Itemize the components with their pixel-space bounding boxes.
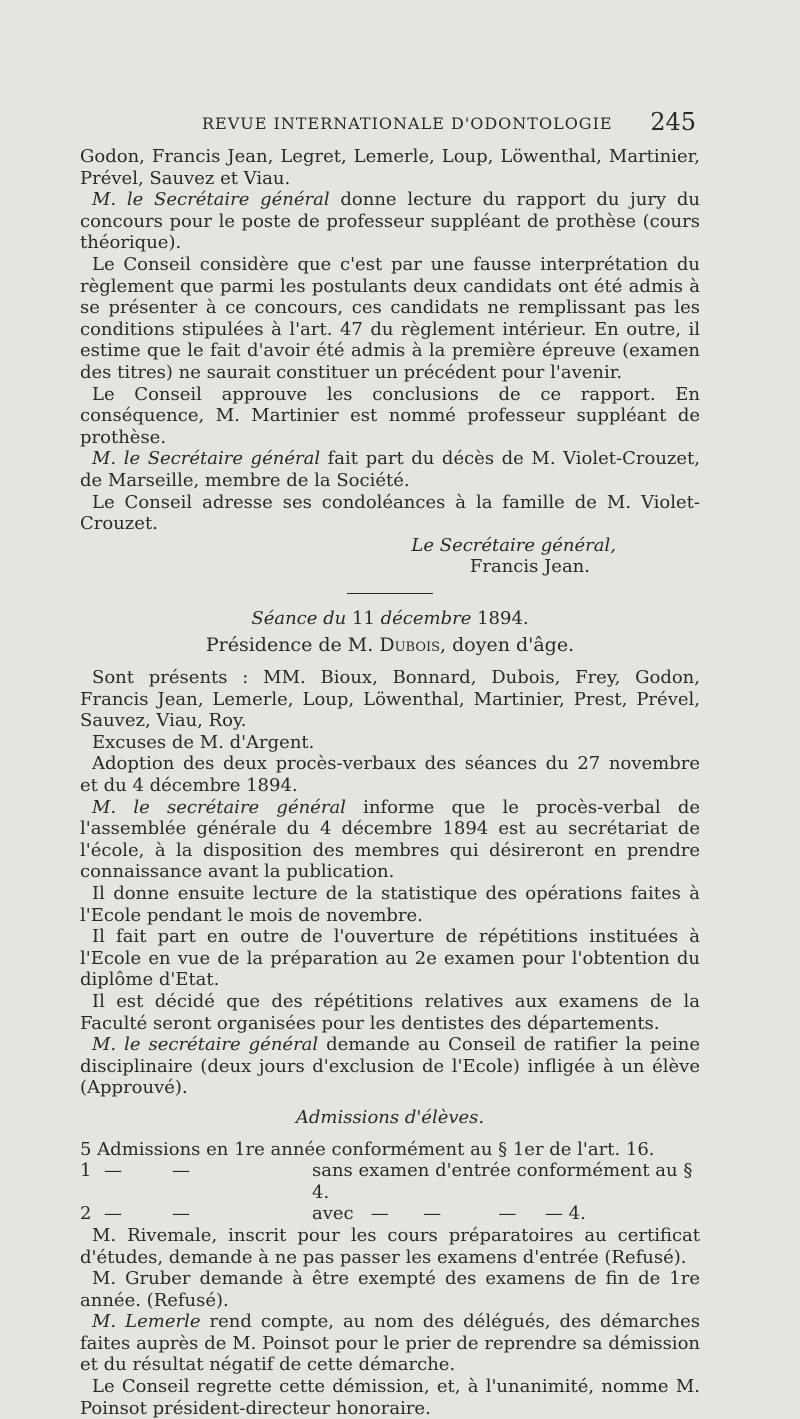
- paragraph: M. Rivemale, inscrit pour les cours préparatoires au certificat d'études, demande à ne pas passer les examens d'entrée (Refusé).: [80, 1224, 700, 1268]
- paragraph: [80, 1034, 700, 1099]
- paragraph-text: informe que le procès-verbal de l'assemblée générale du 4 décembre 1894 est au secrétariat de l'école, à la disposition des membres qui désireront en prendre connaissance avant la publication.: [80, 796, 700, 883]
- paragraph: Il est décidé que des répétitions relatives aux examens de la Faculté seront organisées pour les dentistes des départements.: [80, 990, 700, 1034]
- session-title: Séance du 11 décembre 1894.: [251, 607, 529, 629]
- speaker: M. le Secrétaire général: [92, 448, 321, 470]
- presidency-line: Présidence de M. Dubois, doyen d'âge.: [205, 634, 575, 657]
- admissions-line: 1 — — sans examen d'entrée conformément au § 4.: [80, 1160, 693, 1203]
- signature-title: Le Secrétaire général,: [411, 534, 616, 556]
- paragraph: Excuses de M. d'Argent.: [92, 731, 315, 753]
- paragraph: Godon, Francis Jean, Legret, Lemerle, Loup, Löwenthal, Martinier, Prével, Sauvez et Viau.: [80, 146, 700, 189]
- paragraph: [80, 797, 700, 883]
- admissions-line: 2 — — avec — — — — 4.: [80, 1203, 586, 1225]
- speaker: M. Lemerle: [92, 1311, 201, 1333]
- paragraph: M. Gruber demande à être exempté des examens de fin de 1re année. (Refusé).: [80, 1268, 700, 1311]
- paragraph: Il fait part en outre de l'ouverture de répétitions instituées à l'Ecole en vue de la préparation au 2e examen pour l'obtention du diplôme d'Etat.: [80, 926, 700, 991]
- page-body: [80, 146, 700, 1419]
- section-divider: [347, 593, 433, 594]
- paragraph-text: rend compte, au nom des délégués, des démarches faites auprès de M. Poinsot pour le prier de reprendre sa démission et du résultat négatif de cette démarche.: [80, 1311, 700, 1376]
- running-title: REVUE INTERNATIONALE D'ODONTOLOGIE: [202, 114, 613, 133]
- admissions-line: 5 Admissions en 1re année conformément au § 1er de l'art. 16.: [80, 1138, 655, 1160]
- paragraph: Sont présents : MM. Bioux, Bonnard, Dubois, Frey, Godon, Francis Jean, Lemerle, Loup, Löwenthal, Martinier, Prest, Prével, Sauvez, Viau, Roy.: [80, 667, 700, 732]
- paragraph: Adoption des deux procès-verbaux des séances du 27 novembre et du 4 décembre 1894.: [80, 753, 700, 797]
- page-header: [80, 108, 700, 138]
- paragraph-text: fait part du décès de M. Violet-Crouzet, de Marseille, membre de la Société.: [80, 448, 700, 491]
- paragraph: Il donne ensuite lecture de la statistique des opérations faites à l'Ecole pendant le mois de novembre.: [80, 883, 700, 926]
- paragraph: [80, 448, 700, 491]
- paragraph: Le Conseil approuve les conclusions de ce rapport. En conséquence, M. Martinier est nommé professeur suppléant de prothèse.: [80, 383, 700, 448]
- president-name: Dubois: [379, 634, 441, 657]
- signature-name: Francis Jean.: [469, 556, 590, 578]
- paragraph: [80, 189, 700, 254]
- speaker: M. le secrétaire général: [92, 796, 346, 818]
- admissions-title: Admissions d'élèves.: [295, 1106, 485, 1128]
- speaker: M. le Secrétaire général: [92, 189, 330, 211]
- speaker: M. le secrétaire général: [92, 1034, 319, 1056]
- paragraph: Le Conseil regrette cette démission, et, à l'unanimité, nomme M. Poinsot président-directeur honoraire.: [80, 1376, 700, 1419]
- paragraph-text: demande au Conseil de ratifier la peine disciplinaire (deux jours d'exclusion de l'Ecole) infligée à un élève (Approuvé).: [80, 1034, 700, 1099]
- paragraph-text: donne lecture du rapport du jury du concours pour le poste de professeur suppléant de prothèse (cours théorique).: [80, 189, 700, 254]
- page-number: 245: [650, 108, 696, 136]
- paragraph: [80, 1311, 700, 1376]
- paragraph: Le Conseil adresse ses condoléances à la famille de M. Violet-Crouzet.: [80, 491, 700, 535]
- paragraph: Le Conseil considère que c'est par une fausse interprétation du règlement que parmi les postulants deux candidats ont été admis à se présenter à ce concours, ces candidats ne remplissant pas les conditions stipulées à l'art. 47 du règlement intérieur. En outre, il estime que le fait d'avoir été admis à la première épreuve (examen des titres) ne saurait constituer un précédent pour l'avenir.: [80, 253, 700, 383]
